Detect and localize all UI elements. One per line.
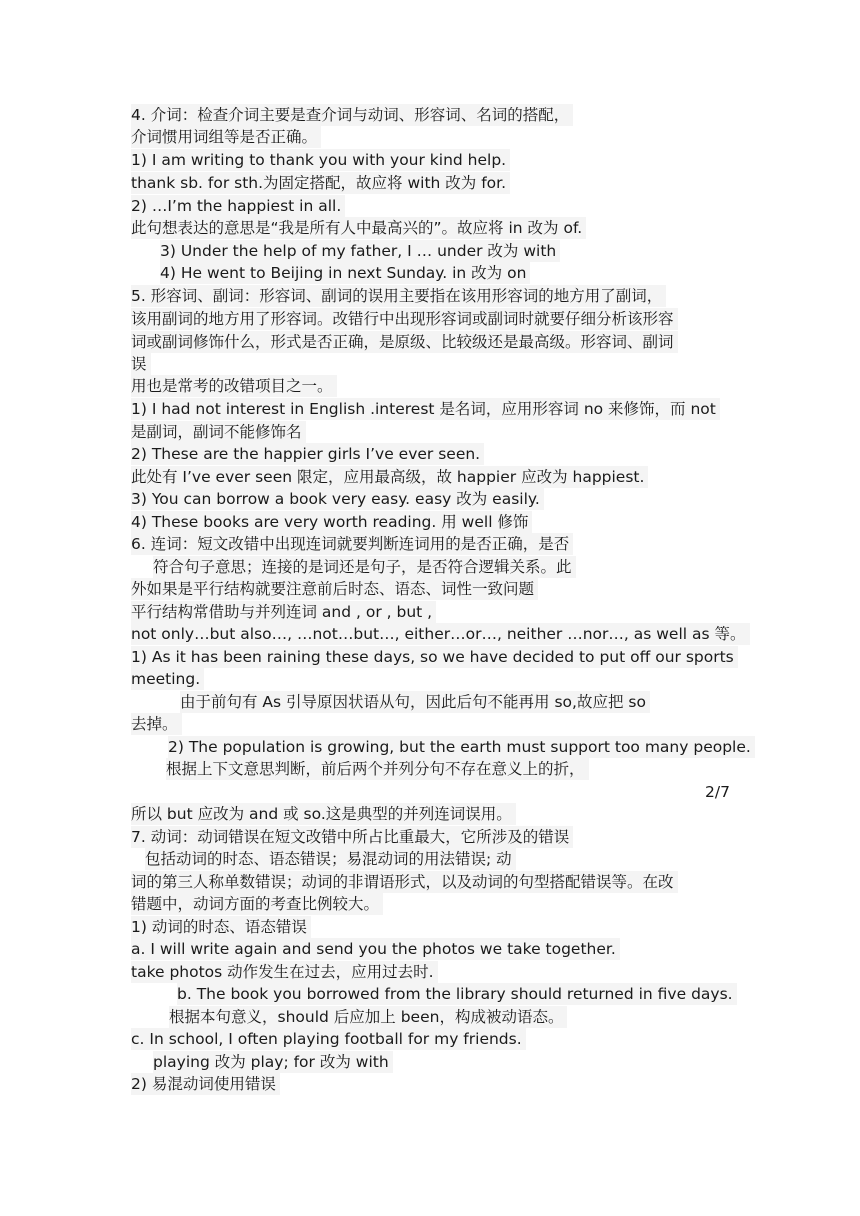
text-line: 1) 动词的时态、语态错误 <box>131 916 311 938</box>
text-line: 4) He went to Beijing in next Sunday. in 改为 on <box>160 262 530 284</box>
page-number: 2/7 <box>705 783 730 801</box>
text-line: meeting. <box>131 668 204 690</box>
text-line: 此处有 I’ve ever seen 限定，应用最高级，故 happier 应改为 happiest. <box>131 466 648 488</box>
text-line: 4. 介词：检查介词主要是查介词与动词、形容词、名词的搭配， <box>131 104 573 126</box>
text-line: 错题中，动词方面的考查比例较大。 <box>131 893 383 915</box>
text-line: 5. 形容词、副词：形容词、副词的误用主要指在该用形容词的地方用了副词， <box>131 285 666 307</box>
text-line: 根据上下文意思判断，前后两个并列分句不存在意义上的折， <box>166 758 589 780</box>
text-line: 误 <box>131 353 151 375</box>
text-line: 词或副词修饰什么，形式是否正确，是原级、比较级还是最高级。形容词、副词 <box>131 331 678 353</box>
text-line: 所以 but 应改为 and 或 so.这是典型的并列连词误用。 <box>131 803 516 825</box>
text-line: 根据本句意义，should 后应加上 been，构成被动语态。 <box>169 1006 567 1028</box>
text-line: 6. 连词：短文改错中出现连词就要判断连词用的是否正确，是否 <box>131 533 573 555</box>
text-line: 7. 动词：动词错误在短文改错中所占比重最大，它所涉及的错误 <box>131 826 573 848</box>
text-line: 2) The population is growing, but the earth must support too many people. <box>168 736 755 758</box>
text-line: 用也是常考的改错项目之一。 <box>131 375 337 397</box>
text-line: 由于前句有 As 引导原因状语从句，因此后句不能再用 so,故应把 so <box>180 691 650 713</box>
text-line: 1) As it has been raining these days, so we have decided to put off our sports <box>131 646 738 668</box>
text-line: 3) You can borrow a book very easy. easy 改为 easily. <box>131 488 544 510</box>
text-line: 2) …I’m the happiest in all. <box>131 195 345 217</box>
text-line: 介词惯用词组等是否正确。 <box>131 126 321 148</box>
text-line: 去掉。 <box>131 713 182 735</box>
text-line: a. I will write again and send you the photos we take together. <box>131 938 620 960</box>
text-line: 3) Under the help of my father, I … under 改为 with <box>160 240 560 262</box>
text-line: 符合句子意思；连接的是词还是句子，是否符合逻辑关系。此 <box>153 556 576 578</box>
text-line: 1) I am writing to thank you with your kind help. <box>131 149 510 171</box>
text-line: 平行结构常借助与并列连词 and , or , but , <box>131 601 436 623</box>
text-line: b. The book you borrowed from the library should returned in five days. <box>177 983 737 1005</box>
text-line: 2) These are the happier girls I’ve ever seen. <box>131 443 484 465</box>
text-line: 是副词，副词不能修饰名 <box>131 421 306 443</box>
text-line: 该用副词的地方用了形容词。改错行中出现形容词或副词时就要仔细分析该形容 <box>131 308 678 330</box>
text-line: 此句想表达的意思是“我是所有人中最高兴的”。故应将 in 改为 of. <box>131 217 586 239</box>
text-line: 包括动词的时态、语态错误；易混动词的用法错误; 动 <box>145 848 516 870</box>
text-line: take photos 动作发生在过去，应用过去时. <box>131 961 438 983</box>
text-line: not only…but also…, …not…but…, either…or…, neither …nor…, as well as 等。 <box>131 623 750 645</box>
text-line: thank sb. for sth.为固定搭配，故应将 with 改为 for. <box>131 172 510 194</box>
text-line: c. In school, I often playing football for my friends. <box>131 1028 526 1050</box>
text-line: playing 改为 play; for 改为 with <box>153 1051 393 1073</box>
text-line: 词的第三人称单数错误；动词的非谓语形式，以及动词的句型搭配错误等。在改 <box>131 871 678 893</box>
text-line: 4) These books are very worth reading. 用 well 修饰 <box>131 511 532 533</box>
text-line: 2) 易混动词使用错误 <box>131 1073 280 1095</box>
text-line: 1) I had not interest in English .interest 是名词，应用形容词 no 来修饰，而 not <box>131 398 720 420</box>
text-line: 外如果是平行结构就要注意前后时态、语态、词性一致问题 <box>131 578 538 600</box>
